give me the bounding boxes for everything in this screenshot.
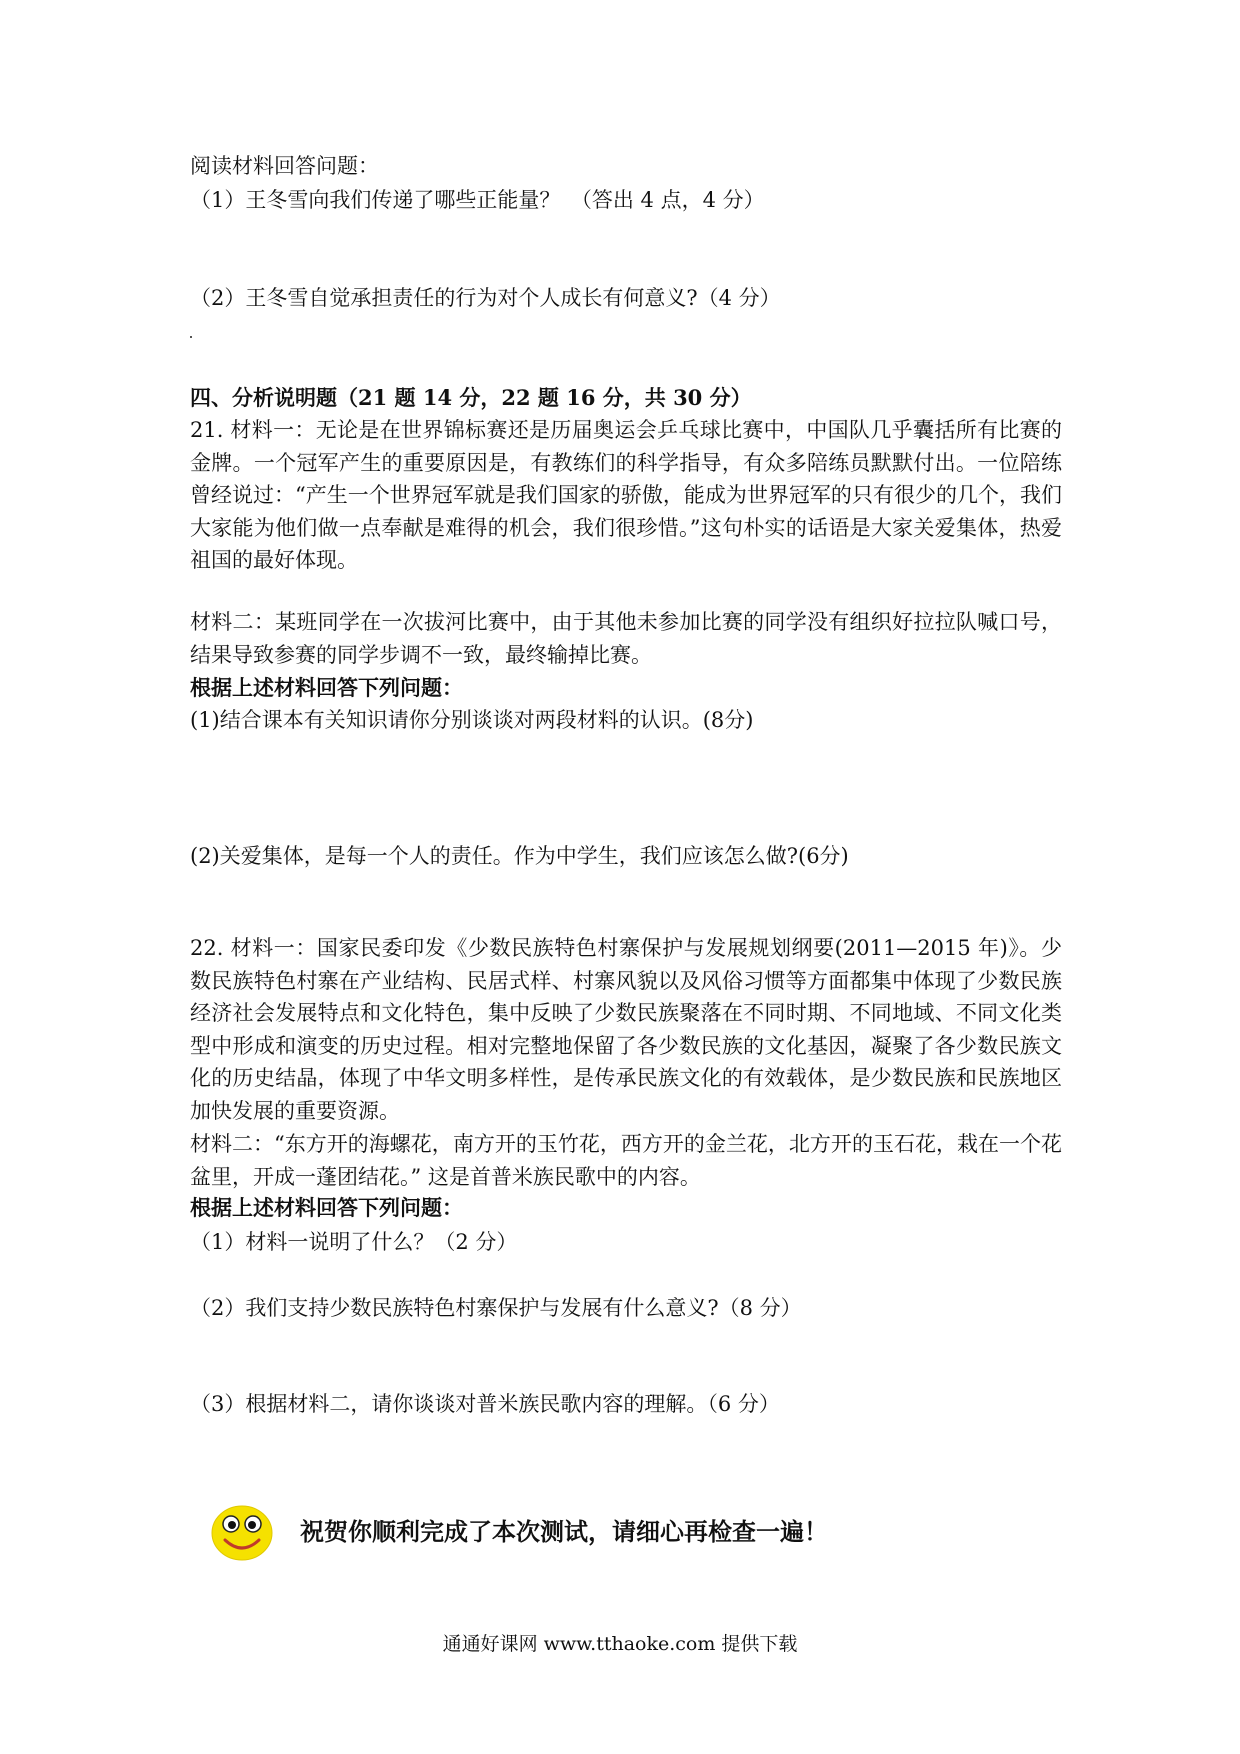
question-text: （2）王冬雪自觉承担责任的行为对个人成长有何意义?（4 分）: [190, 286, 781, 310]
question-prompt: 根据上述材料回答下列问题：: [190, 675, 463, 700]
question-text: （2）我们支持少数民族特色村寨保护与发展有什么意义?（8 分）: [190, 1296, 802, 1320]
question-text: (2)关爱集体，是每一个人的责任。作为中学生，我们应该怎么做?(6分): [190, 844, 849, 868]
material-paragraph: 材料二：“东方开的海螺花，南方开的玉竹花，西方开的金兰花，北方开的玉石花，栽在一个花盆里，开成一蓬团结花。” 这是首普米族民歌中的内容。: [190, 1132, 1062, 1189]
material-paragraph: 21. 材料一：无论是在世界锦标赛还是历届奥运会乒乓球比赛中，中国队几乎囊括所有比赛的金牌。一个冠军产生的重要原因是，有教练们的科学指导，有众多陪练员默默付出。一位陪练曾经说过：“产生一个世界冠军就是我们国家的骄傲，能成为世界冠军的只有很少的几个，我们大家能为他们做一点奉献是难得的机会，我们很珍惜。”这句朴实的话语是大家关爱集体，热爱祖国的最好体现。: [190, 418, 1062, 573]
question-text: （3）根据材料二，请你谈谈对普米族民歌内容的理解。（6 分）: [190, 1392, 780, 1416]
section-title: 四、分析说明题（21 题 14 分，22 题 16 分，共 30 分）: [190, 385, 752, 410]
reading-intro: 阅读材料回答问题：: [190, 154, 379, 178]
material-paragraph: 22. 材料一：国家民委印发《少数民族特色村寨保护与发展规划纲要(2011—2015 年)》。少数民族特色村寨在产业结构、民居式样、村寨风貌以及风俗习惯等方面都集中体现了少数民族经济社会发展特点和文化特色，集中反映了少数民族聚落在不同时期、不同地域、不同文化类型中形成和演变的历史过程。相对完整地保留了各少数民族的文化基因，凝聚了各少数民族文化的历史结晶，体现了中华文明多样性，是传承民族文化的有效载体，是少数民族和民族地区加快发展的重要资源。: [190, 936, 1062, 1123]
question-text: （1）材料一说明了什么？（2 分）: [190, 1230, 518, 1254]
question-prompt: 根据上述材料回答下列问题：: [190, 1195, 463, 1220]
footer-credit: 通通好课网 www.tthaoke.com 提供下载: [442, 1633, 798, 1655]
closing-message: 祝贺你顺利完成了本次测试，请细心再检查一遍！: [300, 1517, 828, 1546]
question-text: （1）王冬雪向我们传递了哪些正能量？ （答出 4 点，4 分）: [190, 188, 765, 212]
question-text: (1)结合课本有关知识请你分别谈谈对两段材料的认识。(8分): [190, 708, 754, 732]
speck: [190, 336, 192, 338]
smiley-face-icon: [210, 1504, 274, 1562]
material-paragraph: 材料二：某班同学在一次拔河比赛中，由于其他未参加比赛的同学没有组织好拉拉队喊口号，结果导致参赛的同学步调不一致，最终输掉比赛。: [190, 610, 1062, 667]
